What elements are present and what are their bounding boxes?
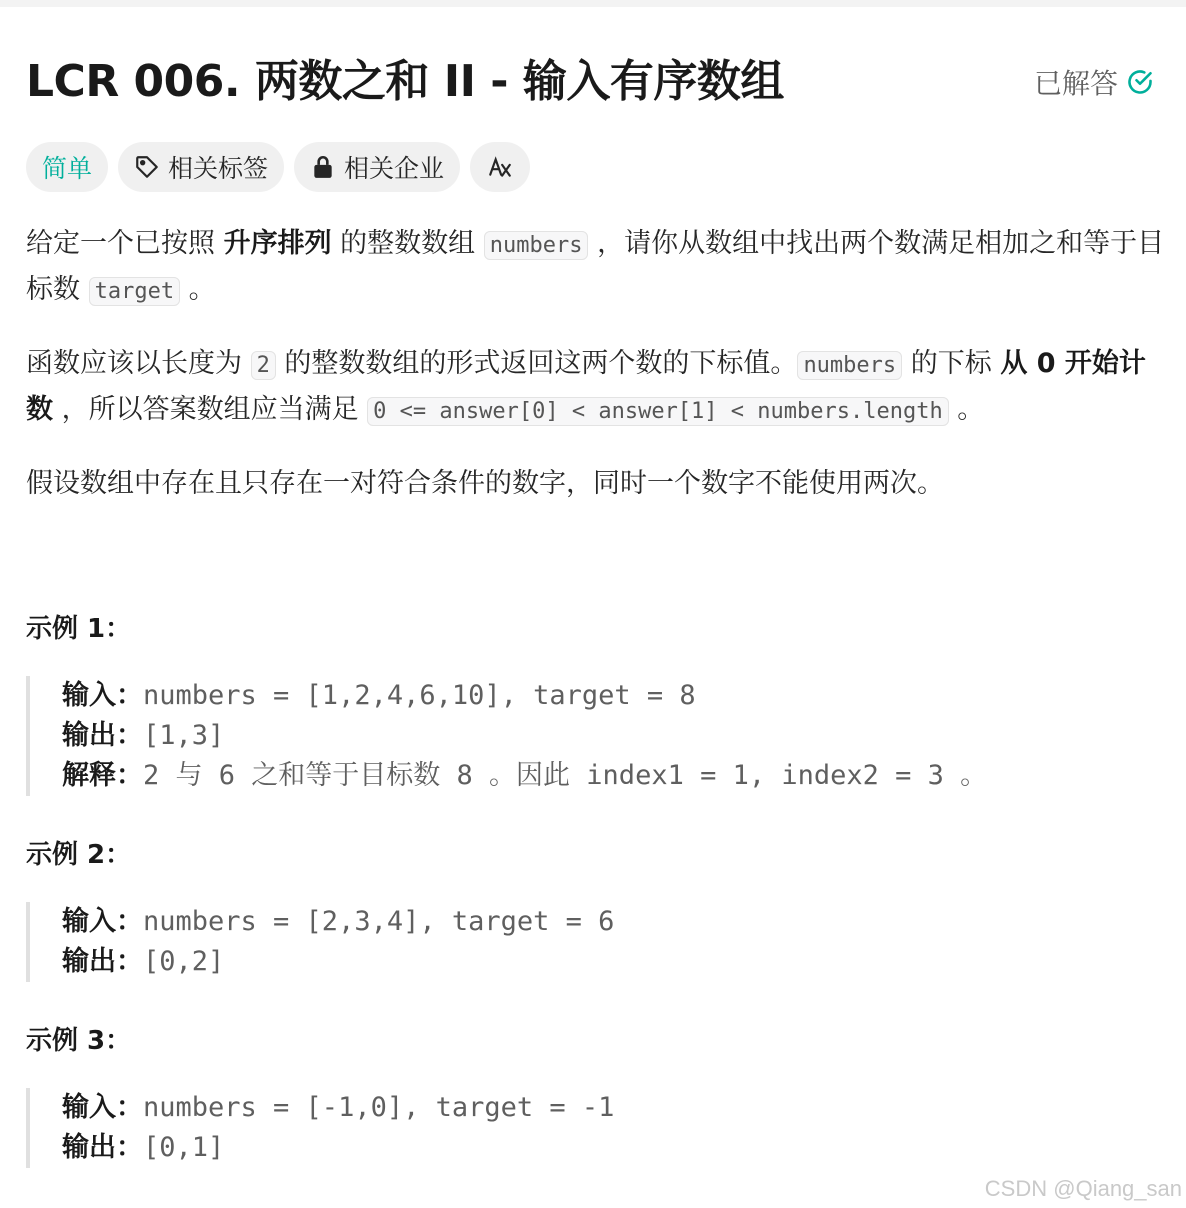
top-bar bbox=[0, 0, 1186, 7]
related-topics-button[interactable] bbox=[118, 142, 284, 192]
solved-status bbox=[1034, 62, 1154, 102]
related-companies-label: 相关企业 bbox=[344, 154, 445, 183]
example-1-output: 输出：[1,3] bbox=[62, 720, 225, 751]
description-paragraph-1: 给定一个已按照 升序排列 的整数数组 numbers ，请你从数组中找出两个数满足相加之和等于目标数 target 。 bbox=[26, 228, 1165, 305]
solved-label: 已解答 bbox=[1033, 67, 1118, 100]
example-1-block bbox=[26, 676, 987, 796]
tag-row bbox=[26, 142, 530, 192]
related-companies-button[interactable] bbox=[294, 142, 460, 192]
example-2-block bbox=[26, 902, 614, 982]
description-paragraph-2: 函数应该以长度为 2 的整数数组的形式返回这两个数的下标值。 numbers 的下标 从 0 开始计数 ，所以答案数组应当满足 0 <= answer[0] < answer[1] < numbers.length 。 bbox=[26, 348, 1146, 425]
example-1-title: 示例 1： bbox=[26, 614, 132, 644]
problem-description bbox=[26, 222, 1166, 506]
example-3-output: 输出：[0,1] bbox=[62, 1132, 225, 1163]
problem-title: LCR 006. 两数之和 II - 输入有序数组 bbox=[26, 56, 784, 107]
inline-code: 0 <= answer[0] < answer[1] < numbers.length bbox=[367, 397, 949, 426]
inline-code: target bbox=[89, 277, 180, 306]
translate-icon bbox=[487, 154, 513, 180]
watermark: CSDN @Qiang_san bbox=[984, 1176, 1182, 1201]
difficulty-badge[interactable] bbox=[26, 142, 108, 192]
inline-code: 2 bbox=[251, 351, 276, 380]
inline-code: numbers bbox=[797, 351, 902, 380]
related-topics-label: 相关标签 bbox=[168, 154, 269, 183]
lock-icon bbox=[310, 154, 336, 180]
bold-text: 升序排列 bbox=[223, 228, 332, 259]
difficulty-label: 简单 bbox=[42, 154, 93, 183]
example-1-input: 输入：numbers = [1,2,4,6,10], target = 8 bbox=[62, 680, 696, 711]
inline-code: numbers bbox=[484, 231, 589, 260]
check-circle-icon bbox=[1126, 68, 1154, 96]
example-2-title: 示例 2： bbox=[26, 840, 132, 870]
tag-icon bbox=[134, 154, 160, 180]
example-1-explanation: 解释：2 与 6 之和等于目标数 8 。因此 index1 = 1, index2 = 3 。 bbox=[62, 760, 988, 791]
example-2-input: 输入：numbers = [2,3,4], target = 6 bbox=[62, 906, 615, 937]
example-3-block bbox=[26, 1088, 614, 1168]
example-3-input: 输入：numbers = [-1,0], target = -1 bbox=[62, 1092, 615, 1123]
translate-button[interactable] bbox=[470, 142, 530, 192]
example-3-title: 示例 3： bbox=[26, 1026, 132, 1056]
bold-text: 从 0 开始计数 bbox=[26, 348, 1146, 425]
description-paragraph-3: 假设数组中存在且只存在一对符合条件的数字，同时一个数字不能使用两次。 bbox=[26, 468, 944, 499]
example-2-output: 输出：[0,2] bbox=[62, 946, 225, 977]
